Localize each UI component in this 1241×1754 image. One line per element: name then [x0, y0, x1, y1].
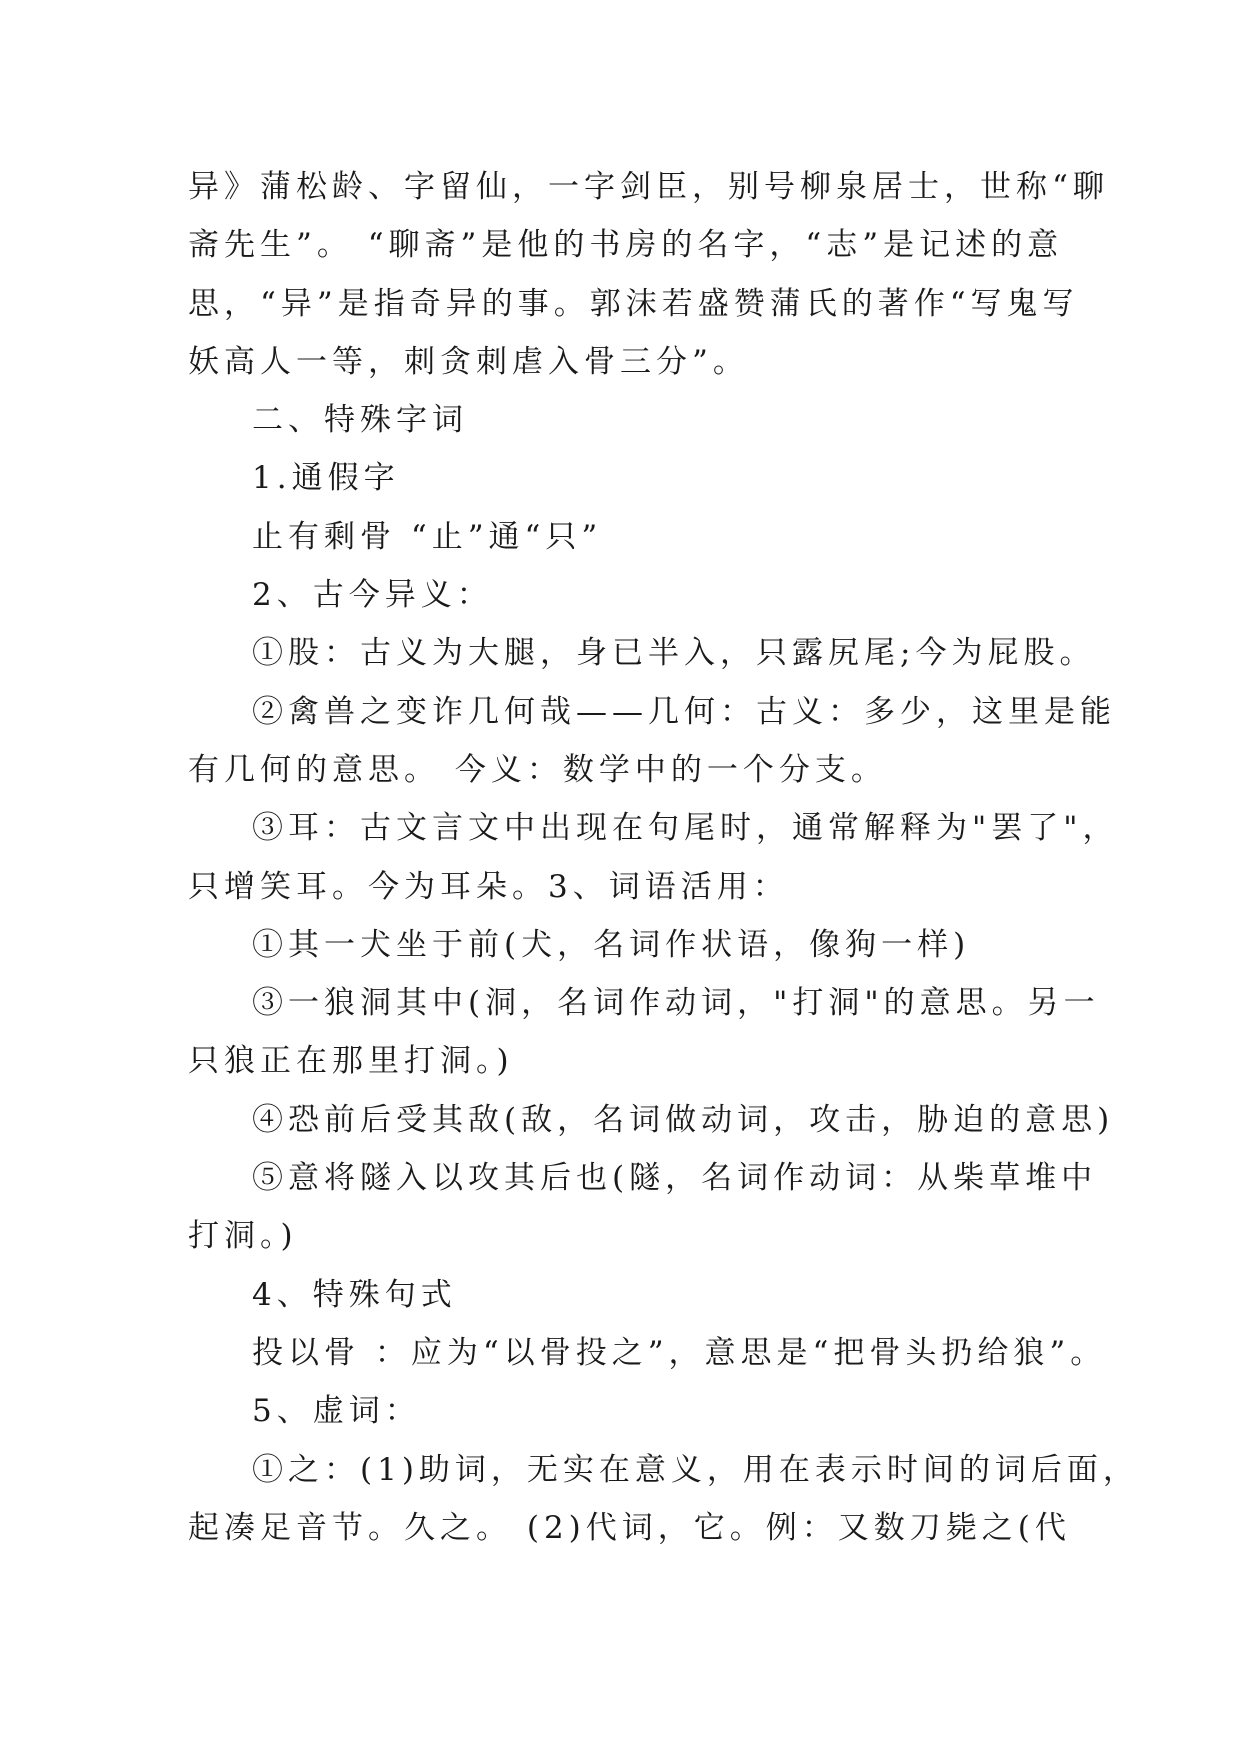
list-item: ①股：古义为大腿，身已半入，只露尻尾;今为屁股。	[252, 635, 1096, 672]
list-item: ②禽兽之变诈几何哉——几何：古义：多少，这里是能	[252, 693, 1116, 730]
subsection-heading: 5、虚词：	[252, 1393, 421, 1430]
text-line: 斋先生”。 “聊斋”是他的书房的名字，“志”是记述的意	[188, 227, 1064, 264]
text-line: 打洞。)	[188, 1218, 298, 1255]
subsection-heading: 4、特殊句式	[252, 1276, 457, 1313]
list-item: ⑤意将隧入以攻其后也(隧，名词作动词：从柴草堆中	[252, 1160, 1098, 1197]
list-item: ①之：(1)助词，无实在意义，用在表示时间的词后面，	[252, 1451, 1139, 1488]
text-line: 止有剩骨 “止”通“只”	[252, 518, 603, 555]
text-line: 起凑足音节。久之。 (2)代词，它。例：又数刀毙之(代	[188, 1509, 1071, 1546]
list-item: ④恐前后受其敌(敌，名词做动词，攻击，胁迫的意思)	[252, 1101, 1115, 1138]
subsection-heading: 1.通假字	[252, 460, 400, 497]
subsection-heading: 2、古今异义：	[252, 577, 493, 614]
text-line: 妖高人一等，刺贪刺虐入骨三分”。	[188, 343, 749, 380]
document-body	[188, 158, 1139, 1557]
list-item: ①其一犬坐于前(犬，名词作状语，像狗一样)	[252, 926, 971, 963]
list-item: ③耳：古文言文中出现在句尾时，通常解释为"罢了"，	[252, 810, 1119, 847]
list-item: ③一狼洞其中(洞，名词作动词，"打洞"的意思。另一	[252, 985, 1100, 1022]
text-line: 只狼正在那里打洞。)	[188, 1043, 514, 1080]
text-line: 只增笑耳。今为耳朵。3、词语活用：	[188, 868, 789, 905]
text-line: 思，“异”是指奇异的事。郭沫若盛赞蒲氏的著作“写鬼写	[188, 285, 1079, 322]
text-line: 有几何的意思。 今义：数学中的一个分支。	[188, 751, 887, 788]
section-heading: 二、特殊字词	[252, 402, 468, 439]
text-line: 投以骨 ：应为“以骨投之”，意思是“把骨头扔给狼”。	[252, 1334, 1107, 1371]
text-line: 异》蒲松龄、字留仙，一字剑臣，别号柳泉居士，世称“聊	[188, 169, 1109, 205]
